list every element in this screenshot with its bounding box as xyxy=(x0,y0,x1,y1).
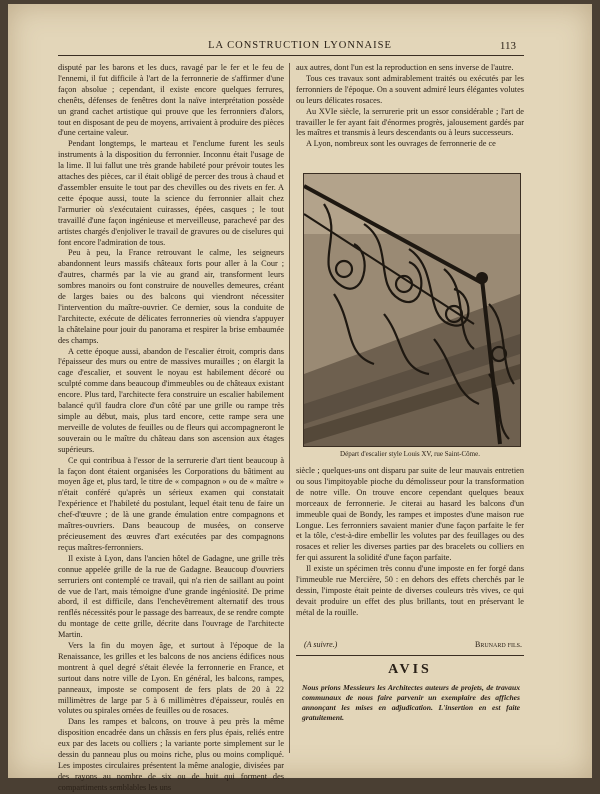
paragraph: Il existe un spécimen très connu d'une imposte en fer forgé dans l'immeuble rue Mercière, 50 : en dehors des effets cherchés par le dessin, l'imposte était peinte de diverses couleurs très vives, ce qui devait produire un effet des plus brillants, tout en préservant le métal de la rouille. xyxy=(296,564,524,617)
header-rule xyxy=(58,55,524,56)
left-column xyxy=(58,63,284,794)
column-divider xyxy=(289,63,290,753)
paragraph: Tous ces travaux sont admirablement traités ou exécutés par les ferronniers de l'époque. On a souvent admiré leurs élégantes volutes ou leurs délicates rosaces. xyxy=(296,73,524,105)
paragraph: aux autres, dont l'un est la reproduction en sens inverse de l'autre. xyxy=(296,63,514,72)
to-be-continued: (A suivre.) xyxy=(304,640,338,649)
paragraph: A Lyon, nombreux sont les ouvrages de ferronnerie de ce xyxy=(306,139,496,149)
paragraph: disputé par les barons et les ducs, ravagé par le fer et le feu de l'ennemi, il fut difficile à l'art de la ferronnerie de s'affirmer d'une façon absolue ; cependant, il existe encore quelques ferrures, chenêts, défenses de fenêtres dont la naïve interprétation possède un grand cachet artistique qui prouve que les ferronniers d'alors, tout en disposant de peu de moyens, arrivaient à produire des pièces d'une certaine valeur. xyxy=(58,63,284,138)
wrought-iron-railing-illustration xyxy=(304,174,520,446)
paragraph: A cette époque aussi, abandon de l'escalier étroit, compris dans l'épaisseur des murs ou entre de massives murailles ; on élargit la cage d'escalier, et souvent le noyau est habilement décoré ou sculpté comme dans beaucoup d'immeubles ou de châteaux existant encore. Plus tard, l'architecte fera construire un escalier habilement balancé qu'il faudra clore d'un côté par une grille ou rampe très simple au début, mais, plus tard encore, cette rampe sera une merveille de volutes de feuilles ou de fleurs qui accompagneront le souverain ou le maître du château dans son ascension aux étages supérieurs. xyxy=(58,346,284,454)
publication-title: LA CONSTRUCTION LYONNAISE xyxy=(208,40,392,51)
avis-heading: AVIS xyxy=(388,662,432,677)
paragraph: Pendant longtemps, le marteau et l'enclume furent les seuls instruments à la disposition du ferronnier. Inconnu était l'usage de la lime. Il lui fallut une très grande habileté pour prévoir toutes les attaches des pièces, car il était obligé de percer des trous à chaud et d'assembler ensuite le tout par des chevilles ou des rivets en fer. A cette époque aussi, toute la science du ferronnier allait chez l'armurier où s'exécutaient cuirasses, épées, casques ; le tout travaillé d'une façon ingénieuse et merveilleuse, parachevé par des artistes chargés d'enjoliver le travail de gravures ou de ciselures qui font encore l'admiration de tous. xyxy=(58,139,284,247)
author-name: Brunard fils. xyxy=(474,640,522,649)
page-number: 113 xyxy=(499,40,516,52)
staircase-photo xyxy=(303,173,521,447)
paragraph: Il existe à Lyon, dans l'ancien hôtel de Gadagne, une grille très connue appelée grille de la rue de Gadagne. Beaucoup d'ouvriers serruriers ont contemplé ce travail, qui n'a rien de saillant au point de vue de l'art, mais témoigne d'une grande ingéniosité. De prime abord, il est difficile, dans l'enchevêtrement alternatif des trous renflés nécessités pour le passage des barreaux, de se rendre compte du montage de cette grille, décrite dans l'ouvrage de l'architecte Martin. xyxy=(58,553,284,640)
paragraph: Au XVIe siècle, la serrurerie prit un essor considérable ; l'art de travailler le fer ayant fait d'énormes progrès, jalousement gardés par les maîtres et transmis à leurs descendants ou à leurs successeurs. xyxy=(296,106,524,138)
paragraph: Vers la fin du moyen âge, et surtout à l'époque de la Renaissance, les grilles et les balcons de nos anciens édifices nous montrent à quel degré s'était élevée la ferronnerie en France, et surtout dans notre ville de Lyon. En général, les balcons, rampes, panneaux, imposte se composent de fers plats de 20 à 22 millimètres de large par 5 à 6 millimètres d'épaisseur, roulés en volutes ou spirales ornées de feuilles ou de rosaces. xyxy=(58,641,284,716)
paragraph: Ce qui contribua à l'essor de la serrurerie d'art tient beaucoup à la façon dont étaient organisées les Corporations du bâtiment au moyen âge et, plus tard, le titre de « compagnon » ou de « maître » n'était conféré qu'après un sérieux examen qui constatait l'expérience et l'habileté du postulant, lequel était tenu de faire un chef-d'œuvre ; de là une grande émulation entre compagnons et maîtres-ouvriers. Dans beaucoup de musées, on conserve précieusement des œuvres d'art exécutées par des compagnons reçus maîtres-ferronniers. xyxy=(58,455,284,552)
paragraph: Peu à peu, la France retrouvant le calme, les seigneurs abandonnent leurs massifs châteaux forts pour aller à la Cour ; d'autres, charmés par la vie au grand air, transforment leurs sombres manoirs ou font construire de nouvelles demeures, créant de larges baies ou des balcons qui viendront nécessiter l'intervention du maître-ouvrier. Ce dernier, sous la conduite de l'architecte, exécute de délicates ferronneries où viendra s'appuyer la châtelaine pour jouir du panorama et respirer la brise embaumée des champs. xyxy=(58,248,284,345)
avis-rule xyxy=(296,655,524,656)
figure-caption: Départ d'escalier style Louis XV, rue Saint-Côme. xyxy=(340,450,480,458)
paragraph: siècle ; quelques-uns ont disparu par suite de leur mauvais entretien ou sous l'impitoyable pioche du démolisseur pour la transformation de notre ville. On trouve encore cependant quelques beaux morceaux de ferronnerie. Je citerai au hasard les balcons d'un immeuble quai de Bondy, les rampes et impostes d'une maison rue Longue. Les ferronniers savaient manier d'une façon parfaite le fer et la tôle, c'est-à-dire embellir les volutes par des feuillages ou des rosaces et relier les diverses parties par des bracelets ou colliers en fer qui assurent la solidité d'une façon parfaite. xyxy=(296,466,524,563)
right-column-bottom xyxy=(296,466,524,619)
avis-notice-text: Nous prions Messieurs les Architectes auteurs de projets, de travaux communaux de nous faire parvenir un exemplaire des affiches annonçant les mises en adjudication. L'insertion en est faite gratuitement. xyxy=(302,683,520,722)
right-column-top xyxy=(296,63,524,150)
paragraph: Dans les rampes et balcons, on trouve à peu près la même disposition encadrée dans un châssis en fers plus épais, reliés entre eux par des lacets ou colliers ; la variante porte simplement sur le dessin du panneau plus ou moins riche, plus ou moins compliqué. Les impostes circulaires présentent la même analogie, divisées par des rayons au nombre de six ou de huit qui forment des compartiments semblables les uns xyxy=(58,717,284,792)
